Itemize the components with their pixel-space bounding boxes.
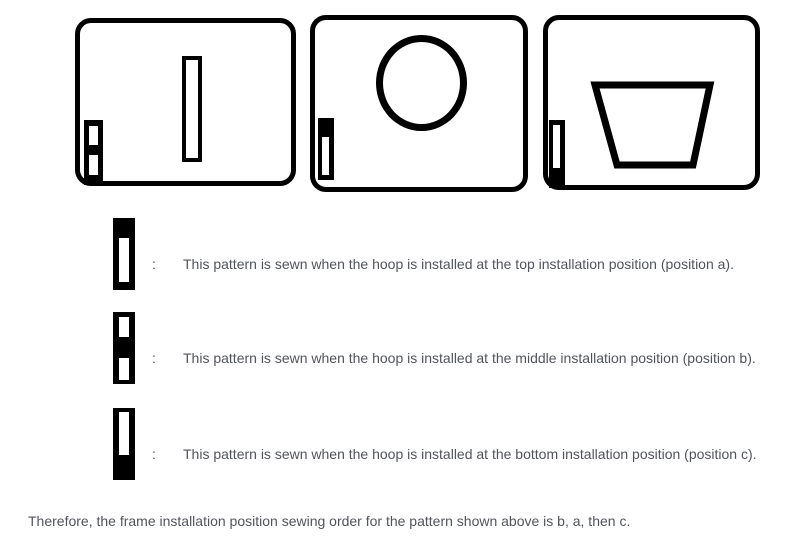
hoop-bottom-position-icon — [113, 408, 135, 480]
indicator-slot — [89, 126, 98, 145]
circle-pattern-icon — [376, 35, 467, 131]
trapezoid-pattern-icon — [548, 20, 755, 185]
pattern-frame-2 — [310, 15, 528, 192]
hoop-top-position-icon — [113, 218, 135, 290]
indicator-slot — [89, 155, 98, 175]
vertical-bar-pattern-icon — [182, 56, 202, 162]
legend-separator: : — [152, 350, 156, 366]
legend-separator: : — [152, 446, 156, 462]
hoop-middle-position-icon — [113, 312, 135, 384]
indicator-slot — [119, 412, 129, 455]
legend-row-top-position — [113, 218, 803, 290]
legend-row-middle-position — [113, 312, 803, 384]
legend-text: This pattern is sewn when the hoop is installed at the middle installation position (position b). — [183, 350, 756, 366]
legend-text: This pattern is sewn when the hoop is installed at the top installation position (position a). — [183, 256, 734, 272]
indicator-slot — [119, 317, 129, 337]
indicator-slot — [119, 238, 129, 282]
legend-text: This pattern is sewn when the hoop is installed at the bottom installation position (position c). — [183, 446, 757, 462]
legend-row-bottom-position — [113, 408, 803, 480]
pattern-frame-1 — [75, 18, 296, 186]
footer-conclusion-text: Therefore, the frame installation position sewing order for the pattern shown above is b, a, then c. — [28, 513, 631, 529]
hoop-middle-position-icon — [84, 120, 103, 185]
legend-separator: : — [152, 256, 156, 272]
indicator-slot — [322, 137, 329, 175]
hoop-top-position-icon — [318, 118, 334, 180]
indicator-slot — [119, 358, 129, 380]
pattern-frame-3 — [543, 15, 760, 190]
